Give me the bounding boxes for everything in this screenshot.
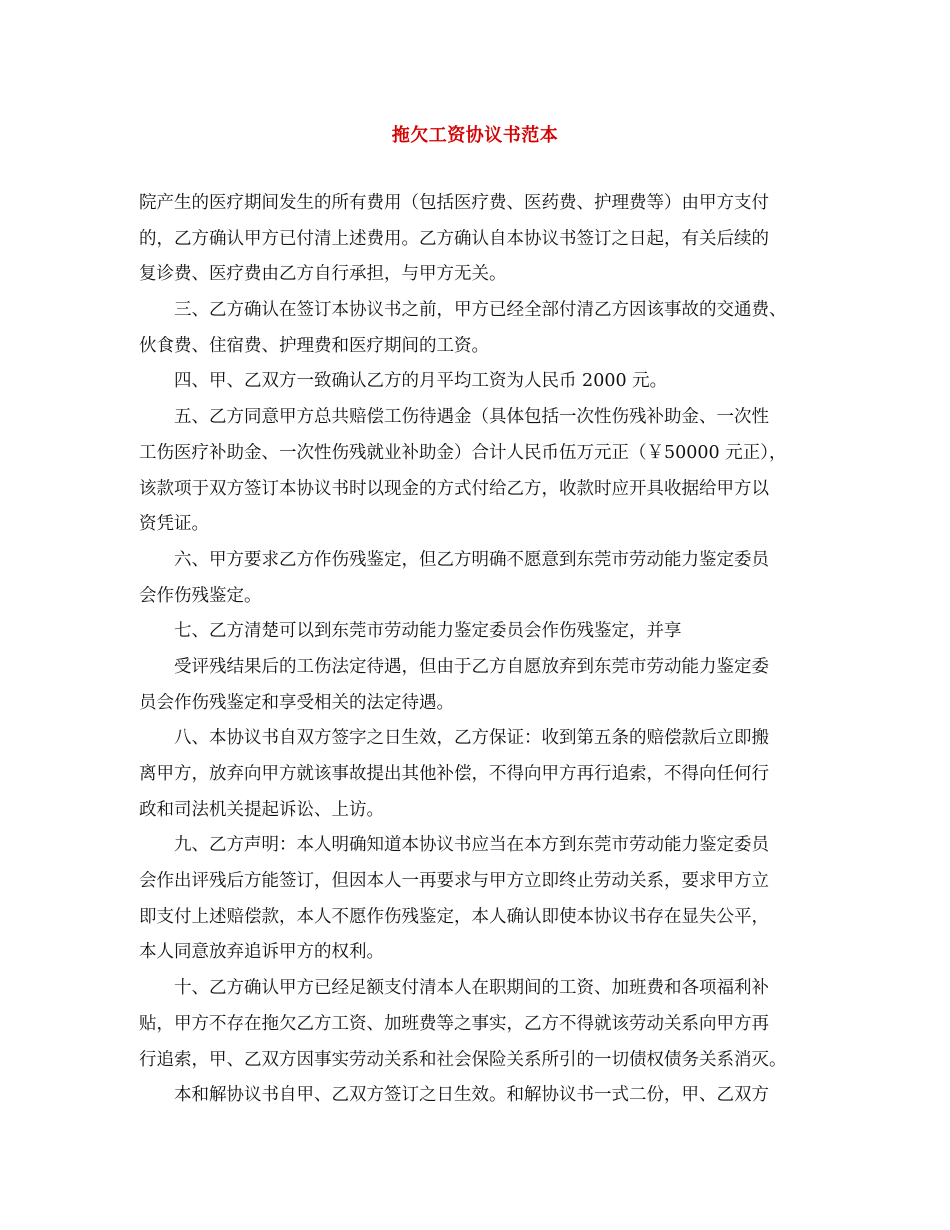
document-line: 工伤医疗补助金、一次性伤残就业补助金）合计人民币伍万元正（￥50000 元正），: [139, 442, 787, 463]
document-line: 三、乙方确认在签订本协议书之前，甲方已经全部付清乙方因该事故的交通费、: [174, 300, 787, 321]
document-line: 该款项于双方签订本协议书时以现金的方式付给乙方，收款时应开具收据给甲方以: [139, 478, 769, 499]
document-line: 离甲方，放弃向甲方就该事故提出其他补偿，不得向甲方再行追索，不得向任何行: [139, 764, 769, 784]
document-line: 资凭证。: [139, 514, 209, 535]
document-line: 的，乙方确认甲方已付清上述费用。乙方确认自本协议书签订之日起，有关后续的: [139, 228, 769, 249]
document-title: 拖欠工资协议书范本: [391, 125, 559, 146]
document-line: 员会作伤残鉴定和享受相关的法定待遇。: [139, 692, 454, 713]
document-line: 本人同意放弃追诉甲方的权利。: [139, 942, 384, 963]
document-line: 本和解协议书自甲、乙双方签订之日生效。和解协议书一式二份，甲、乙双方: [174, 1085, 769, 1106]
document-line: 受评残结果后的工伤法定待遇，但由于乙方自愿放弃到东莞市劳动能力鉴定委: [174, 656, 769, 677]
document-line: 政和司法机关提起诉讼、上访。: [139, 799, 384, 820]
document-line: 七、乙方清楚可以到东莞市劳动能力鉴定委员会作伤残鉴定，并享: [174, 621, 682, 642]
document-line: 会作出评残后方能签订，但因本人一再要求与甲方立即终止劳动关系，要求甲方立: [139, 871, 769, 892]
document-line: 会作伤残鉴定。: [139, 585, 262, 606]
document-line: 五、乙方同意甲方总共赔偿工伤待遇金（具体包括一次性伤残补助金、一次性: [174, 407, 769, 428]
document-line: 院产生的医疗期间发生的所有费用（包括医疗费、医药费、护理费等）由甲方支付: [139, 193, 769, 213]
document-line: 即支付上述赔偿款，本人不愿作伤残鉴定，本人确认即使本协议书存在显失公平，: [139, 906, 769, 927]
document-line: 十、乙方确认甲方已经足额支付清本人在职期间的工资、加班费和各项福利补: [174, 978, 769, 999]
document-line: 贴，甲方不存在拖欠乙方工资、加班费等之事实，乙方不得就该劳动关系向甲方再: [139, 1013, 769, 1034]
document-line: 复诊费、医疗费由乙方自行承担，与甲方无关。: [139, 264, 507, 285]
document-line: 行追索，甲、乙双方因事实劳动关系和社会保险关系所引的一切债权债务关系消灭。: [139, 1049, 787, 1070]
document-line: 伙食费、住宿费、护理费和医疗期间的工资。: [139, 335, 489, 356]
document-line: 四、甲、乙双方一致确认乙方的月平均工资为人民币 2000 元。: [174, 371, 668, 392]
document-body: [139, 186, 813, 1114]
document-line: 八、本协议书自双方签字之日生效，乙方保证：收到第五条的赔偿款后立即搬: [174, 728, 769, 749]
document-line: 九、乙方声明：本人明确知道本协议书应当在本方到东莞市劳动能力鉴定委员: [174, 835, 769, 856]
document-line: 六、甲方要求乙方作伤残鉴定，但乙方明确不愿意到东莞市劳动能力鉴定委员: [174, 549, 769, 570]
